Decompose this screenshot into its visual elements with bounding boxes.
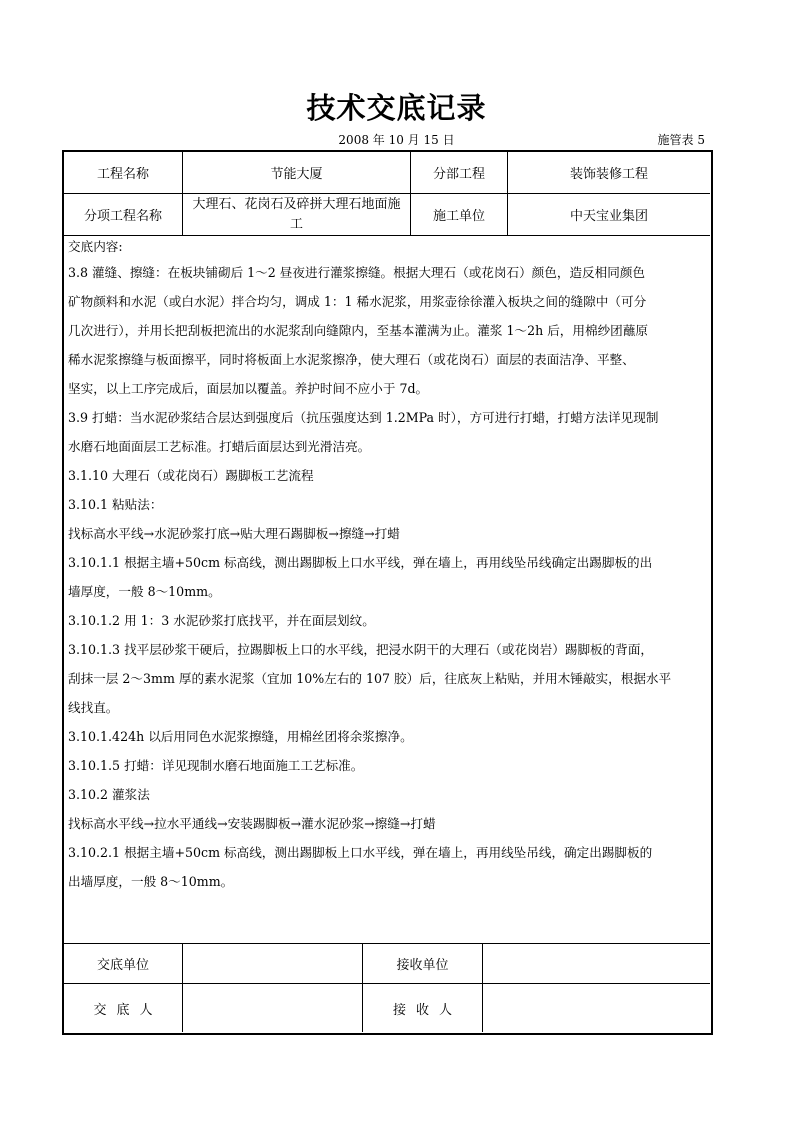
content-line: 3.10.1.424h 以后用同色水泥浆擦缝，用棉丝团将余浆擦净。: [68, 729, 413, 744]
receiving-unit-field[interactable]: [483, 944, 710, 983]
content-line: 3.8 灌缝、擦缝：在板块铺砌后 1～2 昼夜进行灌浆擦缝。根据大理石（或花岗石）颜色，造反相同颜色: [68, 265, 646, 280]
content-label: 交底内容:: [68, 239, 123, 254]
document-title: 技术交底记录: [306, 91, 487, 125]
form-number: 施管表 5: [657, 133, 705, 147]
content-line: 墙厚度，一般 8～10mm。: [68, 584, 221, 599]
content-line: 3.1.10 大理石（或花岗石）踢脚板工艺流程: [68, 468, 314, 483]
content-line: 坚实，以上工序完成后，面层加以覆盖。养护时间不应小于 7d。: [68, 381, 429, 396]
content-line: 3.10.1.2 用 1：3 水泥砂浆打底找平，并在面层划纹。: [68, 613, 375, 628]
contractor-value: 中天宝业集团: [569, 209, 648, 224]
content-line: 3.10.1 粘贴法：: [68, 497, 163, 512]
content-line: 找标高水平线→水泥砂浆打底→贴大理石踢脚板→擦缝→打蜡: [68, 526, 400, 541]
issuer-label: 交底人: [93, 1002, 163, 1018]
issuer-field[interactable]: [183, 984, 362, 1032]
project-name-value: 节能大厦: [270, 167, 323, 182]
receiver-field[interactable]: [483, 984, 710, 1032]
content-line: 水磨石地面面层工艺标准。打蜡后面层达到光滑洁亮。: [68, 439, 371, 454]
receiver-label: 接收人: [392, 1002, 462, 1018]
content-line: 矿物颜料和水泥（或白水泥）拌合均匀，调成 1：1 稀水泥浆，用浆壶徐徐灌入板块之间的缝隙中（可分: [68, 294, 647, 309]
division-label: 分部工程: [432, 167, 485, 182]
issuing-unit-label: 交底单位: [96, 958, 149, 973]
issuing-unit-field[interactable]: [183, 944, 362, 983]
content-line: 刮抹一层 2～3mm 厚的素水泥浆（宜加 10%左右的 107 胶）后，往底灰上粘贴，并用木锤敲实，根据水平: [68, 671, 672, 686]
project-name-label: 工程名称: [96, 167, 149, 182]
content-line: 3.10.1.1 根据主墙+50cm 标高线，测出踢脚板上口水平线，弹在墙上，再用线坠吊线确定出踢脚板的出: [68, 555, 653, 570]
briefing-content: [68, 236, 708, 896]
subitem-name-label: 分项工程名称: [83, 209, 162, 224]
subitem-name-value: 大理石、花岗石及碎拼大理石地面施工: [192, 196, 401, 232]
content-line: 3.10.1.5 打蜡：详见现制水磨石地面施工工艺标准。: [68, 758, 364, 773]
content-line: 3.10.1.3 找平层砂浆干硬后，拉踢脚板上口的水平线，把浸水阴干的大理石（或花岗岩）踢脚板的背面，: [68, 642, 654, 657]
content-line: 出墙厚度，一般 8～10mm。: [68, 874, 234, 889]
contractor-label: 施工单位: [432, 209, 485, 224]
content-line: 几次进行），并用长把刮板把流出的水泥浆刮向缝隙内，至基本灌满为止。灌浆 1～2h 后，用棉纱团蘸原: [68, 323, 648, 338]
content-line: 稀水泥浆擦缝与板面擦平，同时将板面上水泥浆擦净，使大理石（或花岗石）面层的表面洁净、平整、: [68, 352, 635, 367]
content-line: 找标高水平线→拉水平通线→安装踢脚板→灌水泥砂浆→擦缝→打蜡: [68, 816, 436, 831]
document-date: 2008 年 10 月 15 日: [338, 133, 455, 147]
receiving-unit-label: 接收单位: [396, 958, 449, 973]
content-line: 3.10.2 灌浆法: [68, 787, 150, 802]
content-line: 3.10.2.1 根据主墙+50cm 标高线，测出踢脚板上口水平线，弹在墙上，再用线坠吊线，确定出踢脚板的: [68, 845, 653, 860]
division-value: 装饰装修工程: [569, 167, 648, 182]
content-line: 线找直。: [68, 700, 119, 715]
content-line: 3.9 打蜡：当水泥砂浆结合层达到强度后（抗压强度达到 1.2MPa 时），方可进行打蜡，打蜡方法详见现制: [68, 410, 659, 425]
